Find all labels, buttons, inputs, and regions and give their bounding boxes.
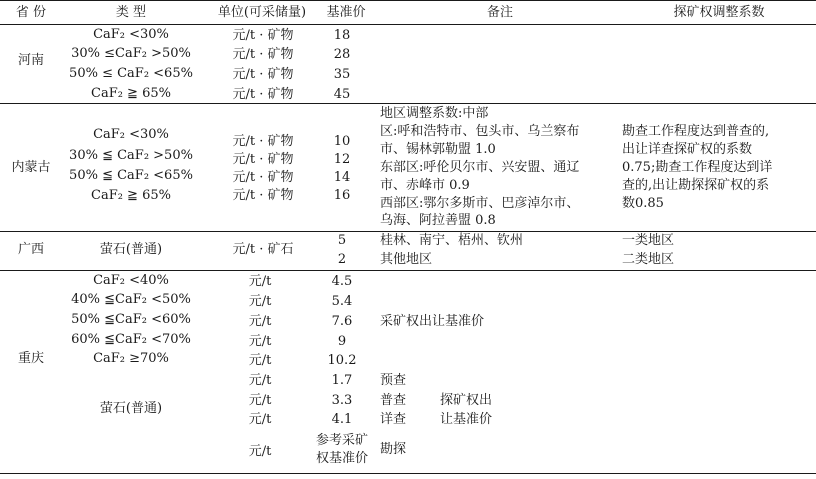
neimenggu-price: 12 (333, 152, 351, 167)
chongqing-explore-note: 让基准价 (440, 412, 493, 427)
remark-line: 地区调整系数:中部 (380, 106, 489, 121)
coef-line: 出让详查探矿权的系数 (622, 142, 753, 157)
chongqing-price: 权基准价 (315, 451, 368, 466)
neimenggu-type: 30% ≦ CaF₂ >50% (69, 148, 193, 163)
henan-type: CaF₂ <30% (93, 27, 169, 42)
remark-line: 乌海、阿拉善盟 0.8 (380, 213, 496, 228)
chongqing-unit: 元/t (248, 294, 272, 309)
chongqing-unit: 元/t (248, 393, 272, 408)
coef-line: 勘查工作程度达到普查的, (622, 124, 770, 139)
guangxi-type: 萤石(普通) (99, 242, 163, 257)
province-guangxi: 广西 (17, 242, 44, 257)
chongqing-unit: 元/t (248, 444, 272, 459)
table-bottom-rule (0, 473, 816, 474)
header-type: 类 型 (115, 5, 147, 20)
remark-line: 市、锡林郭勒盟 1.0 (380, 142, 496, 157)
province-chongqing: 重庆 (17, 351, 44, 366)
chongqing-fluorite-type: 萤石(普通) (99, 401, 163, 416)
chongqing-unit: 元/t (248, 314, 272, 329)
chongqing-price: 4.5 (331, 274, 353, 289)
henan-bottom-rule (0, 103, 816, 104)
header-coef: 探矿权调整系数 (673, 5, 765, 20)
header-bottom-rule (0, 24, 816, 25)
province-henan: 河南 (17, 53, 44, 68)
chongqing-price: 1.7 (331, 373, 353, 388)
neimenggu-type: 50% ≦ CaF₂ <65% (69, 168, 193, 183)
henan-price: 18 (333, 28, 351, 43)
henan-type: 30% ≤CaF₂ >50% (71, 46, 191, 61)
chongqing-price: 9 (337, 334, 347, 349)
guangxi-coef: 二类地区 (622, 252, 675, 267)
chongqing-unit: 元/t (248, 274, 272, 289)
chongqing-remark: 预查 (380, 373, 407, 388)
table-top-rule (0, 0, 816, 1)
neimenggu-price: 16 (333, 188, 351, 203)
guangxi-price: 5 (337, 233, 347, 248)
chongqing-price: 7.6 (331, 314, 353, 329)
chongqing-mining-remark: 采矿权出让基准价 (380, 314, 485, 329)
chongqing-remark: 勘探 (380, 442, 407, 457)
guangxi-bottom-rule (0, 270, 816, 271)
chongqing-price: 4.1 (331, 412, 353, 427)
guangxi-remark: 其他地区 (380, 252, 433, 267)
neimenggu-type: CaF₂ ≧ 65% (91, 188, 171, 203)
henan-price: 28 (333, 47, 351, 62)
henan-type: CaF₂ ≧ 65% (91, 86, 171, 101)
henan-type: 50% ≤ CaF₂ <65% (69, 66, 193, 81)
province-neimenggu: 内蒙古 (11, 160, 51, 175)
henan-unit: 元/t · 矿物 (232, 87, 294, 102)
neimenggu-price: 10 (333, 134, 351, 149)
header-province: 省 份 (15, 5, 47, 20)
chongqing-remark: 普查 (380, 393, 407, 408)
chongqing-price: 参考采矿 (315, 433, 368, 448)
remark-line: 区:呼和浩特市、包头市、乌兰察布 (380, 124, 580, 139)
chongqing-unit: 元/t (248, 412, 272, 427)
neimenggu-type: CaF₂ <30% (93, 127, 169, 142)
remark-line: 东部区:呼伦贝尔市、兴安盟、通辽 (380, 160, 580, 175)
guangxi-price: 2 (337, 252, 347, 267)
coef-line: 数0.85 (622, 196, 664, 211)
neimenggu-unit: 元/t · 矿物 (232, 170, 294, 185)
chongqing-type: 50% ≦CaF₂ <60% (71, 312, 191, 327)
chongqing-price: 5.4 (331, 294, 353, 309)
henan-unit: 元/t · 矿物 (232, 47, 294, 62)
chongqing-type: CaF₂ ≥70% (93, 351, 169, 366)
neimenggu-unit: 元/t · 矿物 (232, 134, 294, 149)
henan-price: 35 (333, 67, 351, 82)
coef-line: 查的,出让勘探探矿权的系 (622, 178, 770, 193)
guangxi-coef: 一类地区 (622, 233, 675, 248)
chongqing-explore-note: 探矿权出 (440, 393, 493, 408)
header-base-price: 基准价 (326, 5, 366, 20)
neimenggu-unit: 元/t · 矿物 (232, 152, 294, 167)
henan-price: 45 (333, 87, 351, 102)
neimenggu-unit: 元/t · 矿物 (232, 188, 294, 203)
header-remark: 备注 (486, 5, 513, 20)
henan-unit: 元/t · 矿物 (232, 67, 294, 82)
chongqing-unit: 元/t (248, 334, 272, 349)
neimenggu-price: 14 (333, 170, 351, 185)
header-unit: 单位(可采储量) (217, 5, 307, 20)
remark-line: 市、赤峰市 0.9 (380, 178, 470, 193)
guangxi-remark: 桂林、南宁、梧州、钦州 (380, 233, 524, 248)
chongqing-type: 60% ≦CaF₂ <70% (71, 332, 191, 347)
chongqing-type: 40% ≦CaF₂ <50% (71, 292, 191, 307)
chongqing-unit: 元/t (248, 353, 272, 368)
remark-line: 西部区:鄂尔多斯市、巴彦淖尔市、 (380, 196, 580, 211)
chongqing-remark: 详查 (380, 412, 407, 427)
chongqing-price: 3.3 (331, 393, 353, 408)
chongqing-unit: 元/t (248, 373, 272, 388)
chongqing-price: 10.2 (327, 353, 357, 368)
henan-unit: 元/t · 矿物 (232, 28, 294, 43)
chongqing-type: CaF₂ <40% (93, 273, 169, 288)
coef-line: 0.75;勘查工作程度达到详 (622, 160, 773, 175)
guangxi-unit: 元/t · 矿石 (232, 242, 294, 257)
